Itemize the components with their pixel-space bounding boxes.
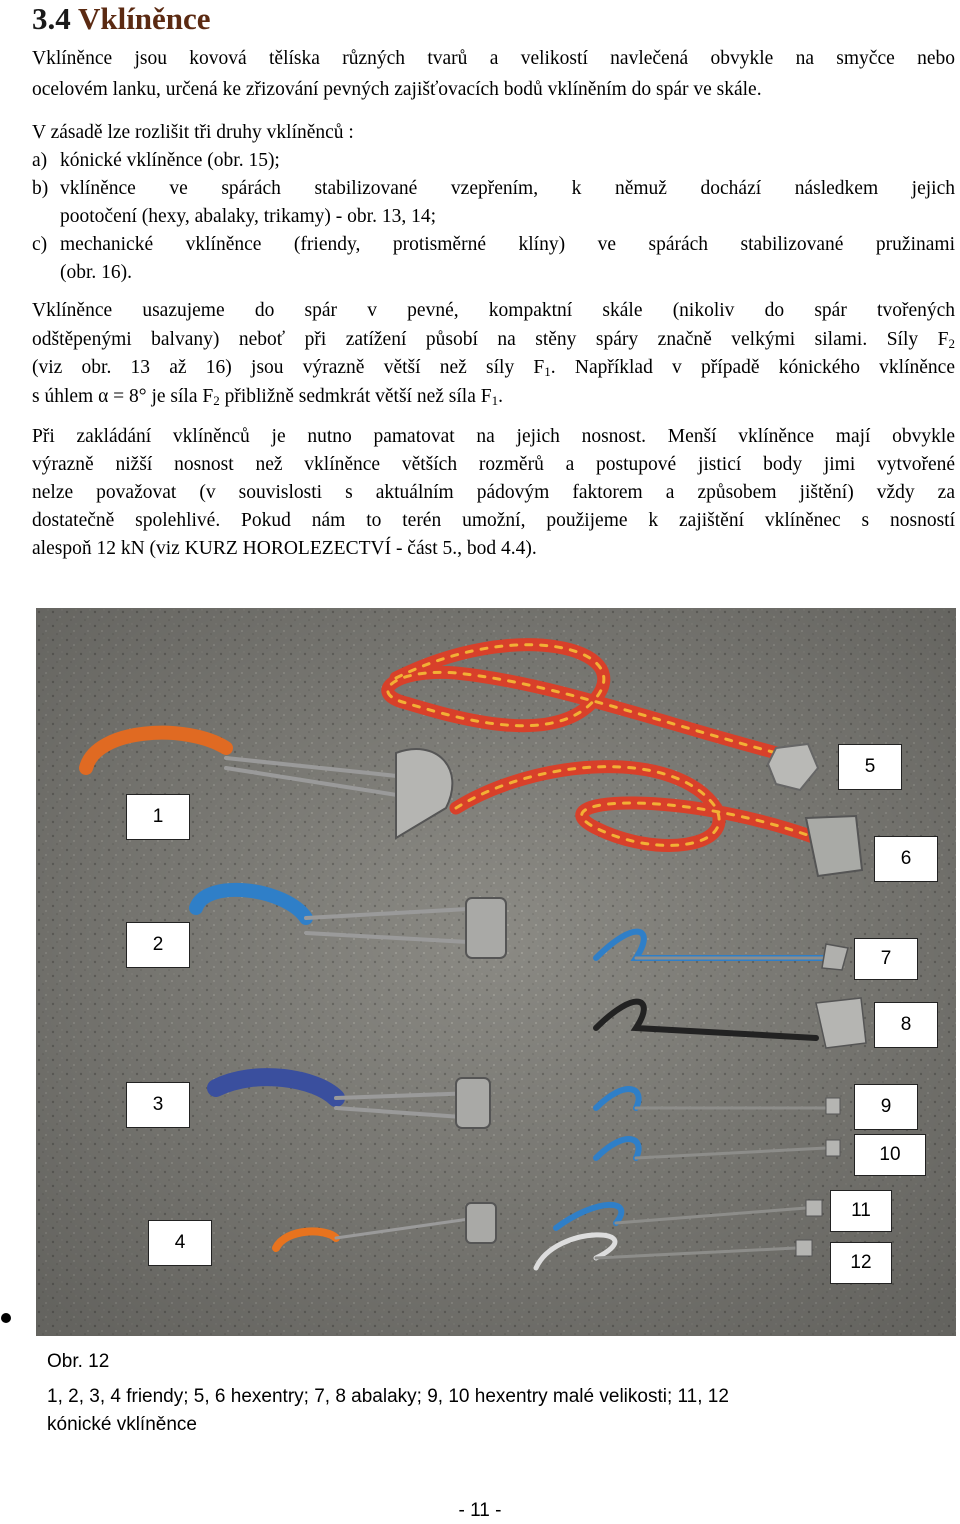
label-9: 9 — [854, 1084, 918, 1130]
types-list — [32, 119, 955, 287]
para2-line-3a: (viz obr. 13 až 16) jsou výrazně větší než síly F — [32, 357, 545, 378]
para2-line-4b: přibližně sedmkrát větší než síla F — [219, 385, 492, 407]
intro-line-1: Vklíněnce jsou kovová tělíska různých tvarů a velikostí navlečená obvykle na smyčce nebo — [32, 48, 955, 69]
type-b-line-2: pootočení (hexy, abalaky, trikamy) - obr. 13, 14; — [60, 206, 436, 227]
bullet-mark — [1, 1313, 11, 1323]
para2-line-3b: . Například v případě kónického vklíněnce — [550, 357, 955, 378]
para2-line-4c: . — [498, 385, 503, 407]
type-a — [32, 147, 955, 175]
intro-line-2: ocelovém lanku, určená ke zřizování pevných zajišťovacích bodů vklíněním do spár ve skále. — [32, 78, 762, 100]
caption-line-2: kónické vklíněnce — [47, 1414, 197, 1435]
section-title: Vklíněnce — [77, 1, 211, 36]
para2-line-3 — [32, 354, 955, 383]
type-c-line-1: mechanické vklíněnce (friendy, protisměrné klíny) ve spárách stabilizované pružinami — [60, 234, 955, 255]
para3-line-5: alespoň 12 kN (viz KURZ HOROLEZECTVÍ - část 5., bod 4.4). — [32, 538, 537, 559]
para2-sub-f2b: 2 — [213, 392, 220, 408]
para2-sub-f2: 2 — [948, 335, 955, 351]
para2-line-4a: s úhlem α = 8° je síla F — [32, 385, 214, 407]
label-12: 12 — [830, 1242, 892, 1284]
type-a-text: kónické vklíněnce (obr. 15); — [60, 150, 280, 171]
type-c — [32, 231, 955, 287]
page-number: - 11 - — [458, 1500, 502, 1521]
section-number: 3.4 — [32, 1, 71, 36]
label-1: 1 — [126, 794, 190, 840]
caption-line-1: 1, 2, 3, 4 friendy; 5, 6 hexentry; 7, 8 abalaky; 9, 10 hexentry malé velikosti; 11, 12 — [47, 1386, 729, 1407]
para3-line-3: nelze považovat (v souvislosti s aktuálním pádovým faktorem a způsobem jištění) vždy za — [32, 482, 955, 503]
type-b-line-1: vklíněnce ve spárách stabilizované vzepřením, k němuž dochází následkem jejich — [60, 178, 955, 199]
para3-line-4: dostatečně spolehlivé. Pokud nám to terén umožní, použijeme k zajištění vklíněnec s nosností — [32, 510, 955, 531]
figure-number: Obr. 12 — [47, 1351, 110, 1372]
paragraph-placement — [32, 297, 955, 411]
photo-climbing-protection — [36, 608, 956, 1336]
label-11: 11 — [830, 1190, 892, 1232]
label-10: 10 — [854, 1134, 926, 1176]
intro-paragraph — [32, 44, 955, 105]
label-8: 8 — [874, 1002, 938, 1048]
type-c-line-2: (obr. 16). — [60, 262, 133, 283]
type-b — [32, 175, 955, 231]
label-7: 7 — [854, 938, 918, 980]
types-lead: V zásadě lze rozlišit tři druhy vklíněnců : — [32, 122, 354, 143]
label-4: 4 — [148, 1220, 212, 1266]
paragraph-capacity — [32, 423, 955, 563]
type-b-label: b) — [32, 178, 49, 199]
section-heading — [32, 0, 211, 38]
type-c-label: c) — [32, 234, 48, 255]
para2-line-4 — [32, 386, 503, 407]
para2-line-1: Vklíněnce usazujeme do spár v pevné, kompaktní skále (nikoliv do spár tvořených — [32, 300, 955, 321]
para2-sub-f1: 1 — [544, 364, 551, 379]
para2-line-2-text: odštěpenými balvany) neboť při zatížení působí na stěny spáry značně velkými silami. Síly F — [32, 328, 949, 350]
para3-line-2: výrazně nižší nosnost než vklíněnce větších rozměrů a postupové jisticí body jimi vytvořené — [32, 454, 955, 475]
type-a-label: a) — [32, 150, 48, 171]
label-5: 5 — [838, 744, 902, 790]
para3-line-1: Při zakládání vklíněnců je nutno pamatovat na jejich nosnost. Menší vklíněnce mají obvykle — [32, 426, 955, 447]
label-6: 6 — [874, 836, 938, 882]
para2-line-2 — [32, 326, 955, 355]
label-3: 3 — [126, 1082, 190, 1128]
para2-sub-f1b: 1 — [491, 392, 499, 408]
label-2: 2 — [126, 922, 190, 968]
